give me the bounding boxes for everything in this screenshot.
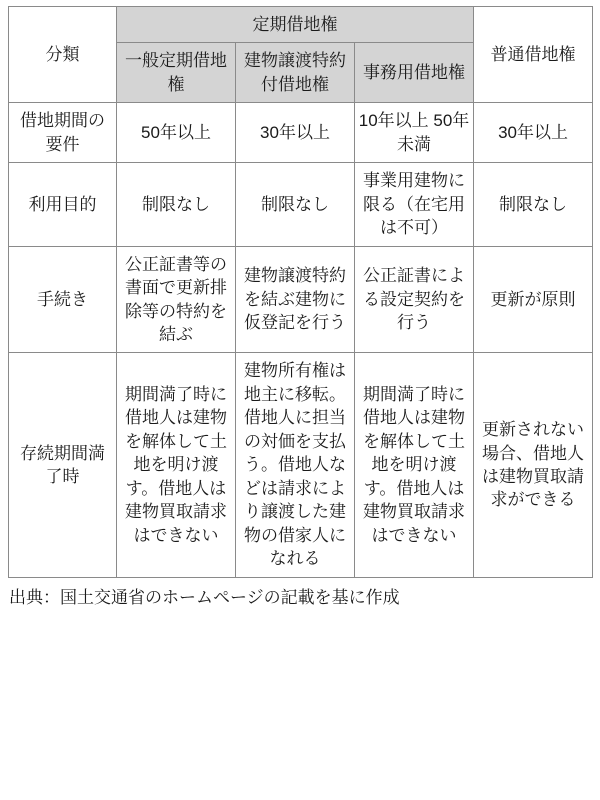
header-col-jouto: 建物譲渡特約付借地権	[236, 43, 355, 103]
header-col-ippan: 一般定期借地権	[117, 43, 236, 103]
table-row	[9, 103, 593, 163]
cell-tetsuzuki-jimu: 公正証書による設定契約を行う	[355, 246, 474, 353]
lease-rights-table	[8, 6, 593, 578]
source-note: 出典：国土交通省のホームページの記載を基に作成	[9, 587, 400, 607]
cell-kikan-jouto: 30年以上	[236, 103, 355, 163]
cell-sonzoku-jimu: 期間満了時に借地人は建物を解体して土地を明け渡す。借地人は建物買取請求はできない	[355, 353, 474, 577]
table-row	[9, 353, 593, 577]
row-label-sonzoku: 存続期間満了時	[9, 353, 117, 577]
table-header-row-group	[9, 7, 593, 43]
cell-mokuteki-jouto: 制限なし	[236, 163, 355, 246]
cell-sonzoku-futsuu: 更新されない場合、借地人は建物買取請求ができる	[474, 353, 593, 577]
cell-sonzoku-ippan: 期間満了時に借地人は建物を解体して土地を明け渡す。借地人は建物買取請求はできない	[117, 353, 236, 577]
row-label-tetsuzuki: 手続き	[9, 246, 117, 353]
cell-tetsuzuki-jouto: 建物譲渡特約を結ぶ建物に仮登記を行う	[236, 246, 355, 353]
cell-kikan-jimu: 10年以上 50年未満	[355, 103, 474, 163]
cell-mokuteki-jimu: 事業用建物に限る（在宅用は不可）	[355, 163, 474, 246]
row-label-mokuteki: 利用目的	[9, 163, 117, 246]
cell-tetsuzuki-futsuu: 更新が原則	[474, 246, 593, 353]
header-category-label: 分類	[9, 7, 117, 103]
cell-mokuteki-ippan: 制限なし	[117, 163, 236, 246]
table-row	[9, 163, 593, 246]
table-row	[9, 246, 593, 353]
row-label-kikan: 借地期間の要件	[9, 103, 117, 163]
cell-mokuteki-futsuu: 制限なし	[474, 163, 593, 246]
cell-tetsuzuki-ippan: 公正証書等の書面で更新排除等の特約を結ぶ	[117, 246, 236, 353]
header-group-teiki: 定期借地権	[117, 7, 474, 43]
cell-kikan-futsuu: 30年以上	[474, 103, 593, 163]
cell-sonzoku-jouto: 建物所有権は地主に移転。借地人に担当の対価を支払う。借地人などは請求により譲渡した建物の借家人になれる	[236, 353, 355, 577]
header-col-futsuu: 普通借地権	[474, 7, 593, 103]
header-col-jimu: 事務用借地権	[355, 43, 474, 103]
cell-kikan-ippan: 50年以上	[117, 103, 236, 163]
